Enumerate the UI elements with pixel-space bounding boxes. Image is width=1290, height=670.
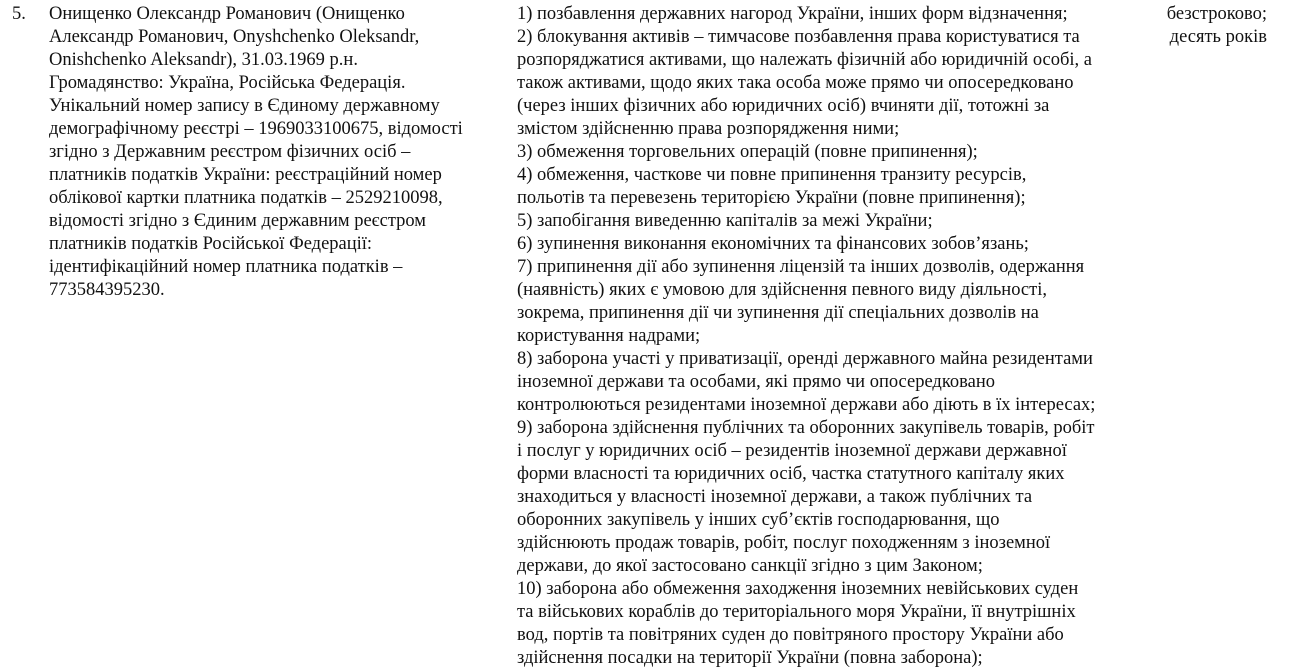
person-details-line: платників податків Російської Федерації: [49,234,373,254]
sanctions-list-cell [517,3,1157,670]
sanction-line: зокрема, припинення дії чи зупинення дії спеціальних дозволів на [517,303,1039,323]
sanction-line: 2) блокування активів – тимчасове позбавлення права користуватися та [517,27,1080,47]
person-details-line: відомості згідно з Єдиним державним реєстром [49,211,426,231]
term-line: безстроково; [1166,4,1267,24]
sanction-line: (наявність) яких є умовою для здійснення певного виду діяльності, [517,280,1047,300]
person-details-line: 773584395230. [49,280,165,300]
person-details-line: згідно з Державним реєстром фізичних осіб – [49,142,411,162]
sanction-line: 3) обмеження торговельних операцій (повне припинення); [517,142,978,162]
sanction-line: здійснюють продаж товарів, робіт, послуг походженням з іноземної [517,533,1051,553]
person-details-line: Onishchenko Aleksandr), 31.03.1969 р.н. [49,50,358,70]
sanction-line: вод, портів та повітряних суден до повітряного простору України або [517,625,1064,645]
sanction-line: 6) зупинення виконання економічних та фінансових зобов’язань; [517,234,1029,254]
sanction-line: (через інших фізичних або юридичних осіб) вчиняти дії, тотожні за [517,96,1050,116]
sanction-line: іноземної держави та особами, які прямо чи опосередковано [517,372,995,392]
person-details-line: Онищенко Олександр Романович (Онищенко [49,4,405,24]
sanction-line: знаходиться у власності іноземної держави, а також публічних та [517,487,1033,507]
sanction-line: 1) позбавлення державних нагород України, інших форм відзначення; [517,4,1068,24]
sanction-line: і послуг у юридичних осіб – резидентів іноземної держави державної [517,441,1067,461]
sanction-line: розпоряджатися активами, що належать фізичній або юридичній особі, а [517,50,1093,70]
sanction-line: 10) заборона або обмеження заходження іноземних невійськових суден [517,579,1079,599]
sanction-line: користування надрами; [517,326,701,346]
sanction-line: оборонних закупівель у інших суб’єктів господарювання, що [517,510,1000,530]
sanction-line: 4) обмеження, часткове чи повне припинення транзиту ресурсів, [517,165,1027,185]
sanction-line: 9) заборона здійснення публічних та оборонних закупівель товарів, робіт [517,418,1095,438]
person-details-line: ідентифікаційний номер платника податків – [49,257,403,277]
person-details-line: облікової картки платника податків – 2529210098, [49,188,443,208]
sanction-line: держави, до якої застосовано санкції згідно з цим Законом; [517,556,983,576]
sanction-line: змістом здійсненню права розпорядження ними; [517,119,900,139]
sanction-line: 7) припинення дії або зупинення ліцензій та інших дозволів, одержання [517,257,1085,277]
sanction-line: 5) запобігання виведенню капіталів за межі України; [517,211,933,231]
sanction-line: та військових кораблів до територіального моря України, її внутрішніх [517,602,1076,622]
row-number: 5. [12,4,26,24]
person-details-line: Громадянство: Україна, Російська Федерація. [49,73,406,93]
person-details-cell [49,3,504,302]
sanction-line: 8) заборона участі у приватизації, оренді державного майна резидентами [517,349,1093,369]
term-line: десять років [1169,27,1267,47]
sanction-line: також активами, щодо яких така особа може прямо чи опосередковано [517,73,1074,93]
person-details-line: демографічному реєстрі – 1969033100675, відомості [49,119,463,139]
person-details-line: Унікальний номер запису в Єдиному державному [49,96,440,116]
term-cell [1157,3,1287,49]
sanction-line: польотів та перевезень територією України (повне припинення); [517,188,1026,208]
person-details-line: платників податків України: реєстраційний номер [49,165,442,185]
sanction-line: контролюються резидентами іноземної держави або діють в їх інтересах; [517,395,1096,415]
sanction-line: форми власності та юридичних осіб, частка статутного капіталу яких [517,464,1065,484]
person-details-line: Александр Романович, Onyshchenko Oleksandr, [49,27,420,47]
sanction-line: здійснення посадки на території України (повна заборона); [517,648,983,668]
